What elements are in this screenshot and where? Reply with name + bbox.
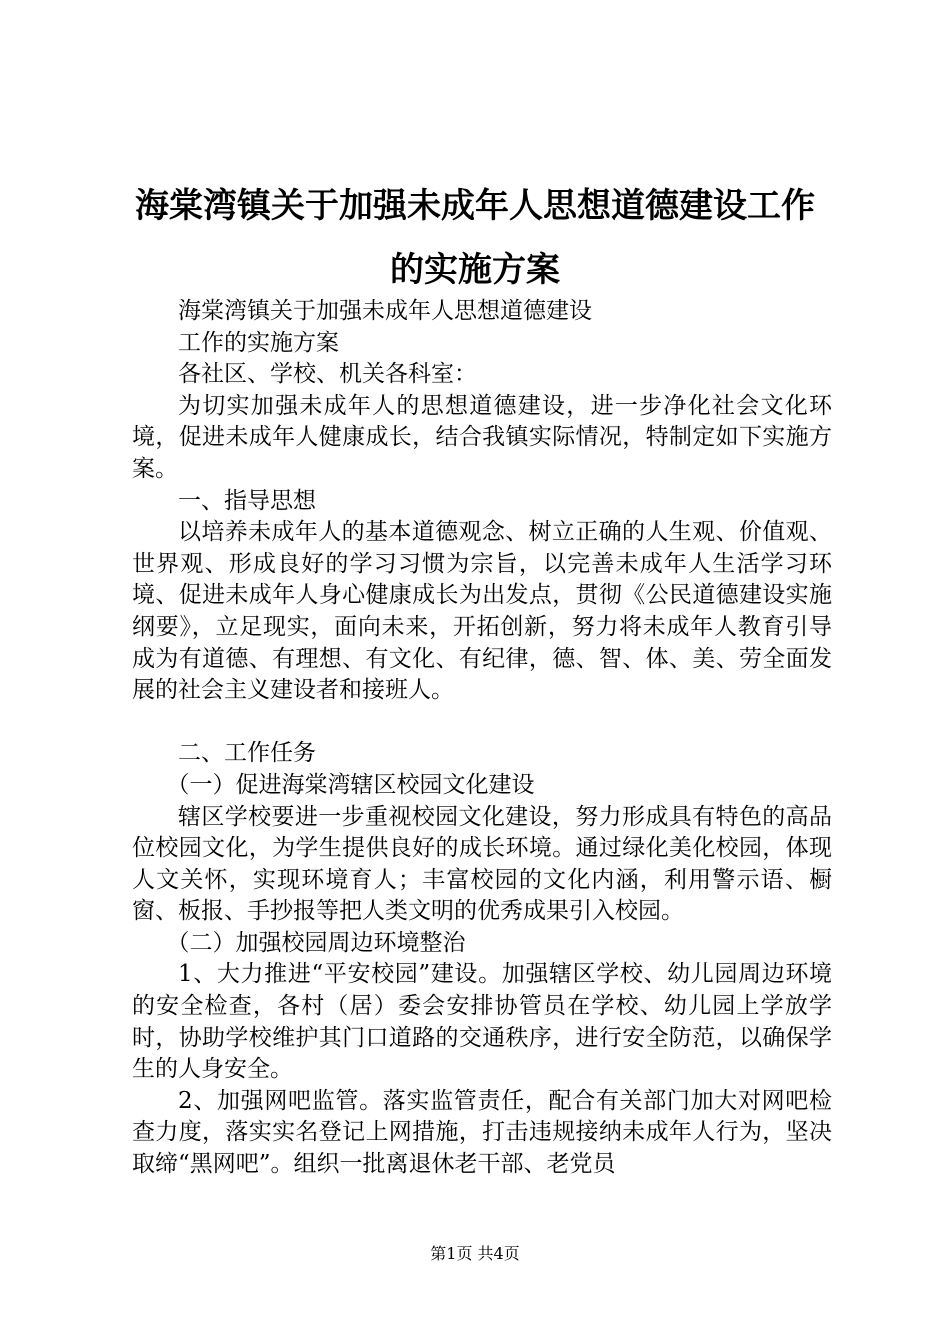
document-body (132, 296, 832, 1181)
section-heading-work-tasks: 二、工作任务 (178, 740, 316, 767)
document-title-line-2: 的实施方案 (390, 250, 560, 290)
section-heading-guiding-thought: 一、指导思想 (178, 487, 316, 514)
subtitle-line-2: 工作的实施方案 (178, 329, 339, 356)
subsection-heading-campus-environment: （二）加强校园周边环境整治 (166, 929, 466, 956)
subtitle-line-1: 海棠湾镇关于加强未成年人思想道德建设 (178, 298, 592, 324)
intro-paragraph: 为切实加强未成年人的思想道德建设，进一步净化社会文化环境，促进未成年人健康成长，结合我镇实际情况，特制定如下实施方案。 (132, 392, 832, 482)
document-title-line-1: 海棠湾镇关于加强未成年人思想道德建设工作 (135, 186, 815, 226)
salutation: 各社区、学校、机关各科室： (178, 361, 477, 388)
campus-culture-paragraph: 辖区学校要进一步重视校园文化建设，努力形成具有特色的高品位校园文化，为学生提供良好的成长环境。通过绿化美化校园，体现人文关怀，实现环境育人；丰富校园的文化内涵，利用警示语、橱窗、板报、手抄报等把人类文明的优秀成果引入校园。 (132, 803, 832, 925)
page-footer: 第1页 共4页 (430, 1244, 520, 1263)
internet-cafe-paragraph: 2、加强网吧监管。落实监管责任，配合有关部门加大对网吧检查力度，落实实名登记上网措施，打击违规接纳未成年人行为，坚决取缔“黑网吧”。组织一批离退休老干部、老党员 (132, 1087, 832, 1178)
subsection-heading-campus-culture: （一）促进海棠湾辖区校园文化建设 (166, 771, 535, 798)
guiding-thought-paragraph: 以培养未成年人的基本道德观念、树立正确的人生观、价值观、世界观、形成良好的学习习惯为宗旨，以完善未成年人生活学习环境、促进未成年人身心健康成长为出发点，贯彻《公民道德建设实施纲要》，立足现实，面向未来，开拓创新，努力将未成年人教育引导成为有道德、有理想、有文化、有纪律，德、智、体、美、劳全面发展的社会主义建设者和接班人。 (132, 519, 832, 704)
safe-campus-paragraph: 1、大力推进“平安校园”建设。加强辖区学校、幼儿园周边环境的安全检查，各村（居）委会安排协管员在学校、幼儿园上学放学时，协助学校维护其门口道路的交通秩序，进行安全防范，以确保学生的人身安全。 (132, 961, 832, 1083)
